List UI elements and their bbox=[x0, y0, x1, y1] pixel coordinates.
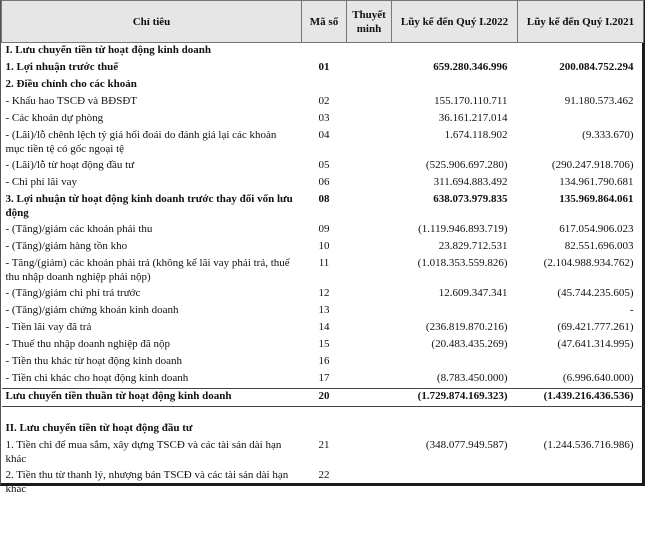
row-value-2022: (8.783.450.000) bbox=[436, 372, 508, 384]
row-code: 11 bbox=[318, 257, 330, 269]
row-value-2022: (348.077.949.587) bbox=[425, 439, 508, 451]
row-value-2022 bbox=[392, 303, 518, 320]
row-value-2022 bbox=[392, 354, 518, 371]
row-value-2021: (1.439.216.436.536) bbox=[518, 389, 644, 407]
row-note bbox=[347, 286, 392, 303]
row-note bbox=[347, 222, 392, 239]
row-note bbox=[347, 256, 392, 286]
cash-flow-table bbox=[1, 0, 644, 498]
row-label: - Khấu hao TSCĐ và BĐSĐT bbox=[5, 95, 137, 107]
table-row bbox=[2, 256, 644, 286]
row-label: II. Lưu chuyển tiền từ hoạt động đầu tư bbox=[5, 422, 193, 434]
row-code: 12 bbox=[318, 287, 330, 299]
row-label: - (Tăng)/giảm chi phí trả trước bbox=[5, 287, 141, 299]
table-row bbox=[2, 128, 644, 158]
row-label: - (Tăng)/giảm chứng khoán kinh doanh bbox=[5, 304, 179, 316]
row-code: 09 bbox=[318, 223, 330, 235]
row-value-2021: (1.244.536.716.986) bbox=[543, 439, 634, 451]
row-value-2021: (6.996.640.000) bbox=[562, 372, 634, 384]
header-note: Thuyết minh bbox=[347, 1, 392, 43]
row-note bbox=[347, 337, 392, 354]
row-code: 10 bbox=[318, 240, 330, 252]
operating-activities bbox=[2, 43, 644, 407]
header-2022: Lũy kế đến Quý I.2022 bbox=[392, 1, 518, 43]
table-row bbox=[2, 158, 644, 175]
table-row bbox=[2, 222, 644, 239]
row-label: 2. Điều chỉnh cho các khoản bbox=[5, 78, 137, 90]
row-note bbox=[347, 303, 392, 320]
row-code: 06 bbox=[318, 176, 330, 188]
row-label: - (Tăng)/giảm các khoản phải thu bbox=[5, 223, 153, 235]
row-value-2022: 638.073.979.835 bbox=[433, 193, 508, 205]
row-label: - Các khoản dự phòng bbox=[5, 112, 104, 124]
row-note bbox=[347, 192, 392, 222]
table-row bbox=[2, 421, 644, 438]
row-code: 22 bbox=[318, 469, 330, 481]
table-row bbox=[2, 239, 644, 256]
row-note bbox=[347, 239, 392, 256]
header-item: Chỉ tiêu bbox=[2, 1, 302, 43]
row-note bbox=[347, 320, 392, 337]
row-value-2021 bbox=[518, 468, 644, 498]
row-value-2021 bbox=[518, 77, 644, 94]
row-label: Lưu chuyển tiền thuần từ hoạt động kinh doanh bbox=[2, 389, 302, 407]
table-row bbox=[2, 337, 644, 354]
spacer bbox=[2, 407, 644, 422]
row-value-2022: 1.674.118.902 bbox=[444, 129, 508, 141]
row-value-2022: 36.161.217.014 bbox=[438, 112, 508, 124]
row-code bbox=[302, 43, 347, 61]
header-code: Mã số bbox=[302, 1, 347, 43]
table-row bbox=[2, 354, 644, 371]
table-row bbox=[2, 43, 644, 61]
row-code: 02 bbox=[318, 95, 330, 107]
table-header-row bbox=[2, 1, 644, 43]
row-value-2021: 134.961.790.681 bbox=[559, 176, 634, 188]
row-value-2022: (525.906.697.280) bbox=[425, 159, 508, 171]
row-label: 1. Tiền chi để mua sắm, xây dựng TSCĐ và các tài sản dài hạn khác bbox=[5, 439, 282, 465]
row-value-2021: (290.247.918.706) bbox=[551, 159, 634, 171]
row-note bbox=[347, 354, 392, 371]
row-value-2021: 617.054.906.023 bbox=[559, 223, 634, 235]
row-label: - Chi phí lãi vay bbox=[5, 176, 77, 188]
row-value-2021: (45.744.235.605) bbox=[557, 287, 634, 299]
row-value-2021: 200.084.752.294 bbox=[559, 61, 634, 73]
row-value-2021: 82.551.696.003 bbox=[564, 240, 634, 252]
table-row bbox=[2, 371, 644, 389]
row-note bbox=[347, 77, 392, 94]
row-code: 08 bbox=[318, 193, 330, 205]
row-code: 16 bbox=[318, 355, 330, 367]
table-row bbox=[2, 175, 644, 192]
row-value-2021: (47.641.314.995) bbox=[557, 338, 634, 350]
row-note bbox=[347, 371, 392, 389]
row-label: 2. Tiền thu từ thanh lý, nhượng bán TSCĐ và các tài sản dài hạn khác bbox=[5, 469, 289, 495]
row-value-2022: 659.280.346.996 bbox=[433, 61, 508, 73]
table-row bbox=[2, 77, 644, 94]
row-note bbox=[347, 158, 392, 175]
row-note bbox=[347, 421, 392, 438]
row-note bbox=[347, 128, 392, 158]
table-row bbox=[2, 389, 644, 407]
row-code bbox=[302, 77, 347, 94]
row-value-2021: 91.180.573.462 bbox=[564, 95, 634, 107]
row-value-2022: 12.609.347.341 bbox=[438, 287, 508, 299]
table-row bbox=[2, 60, 644, 77]
row-label: - (Tăng)/giảm hàng tồn kho bbox=[5, 240, 128, 252]
row-code: 13 bbox=[318, 304, 330, 316]
table-row bbox=[2, 320, 644, 337]
row-value-2021 bbox=[518, 43, 644, 61]
row-note bbox=[347, 43, 392, 61]
investing-activities bbox=[2, 421, 644, 498]
row-value-2022 bbox=[392, 468, 518, 498]
row-code: 20 bbox=[302, 389, 347, 407]
table-row bbox=[2, 111, 644, 128]
row-value-2022: (20.483.435.269) bbox=[431, 338, 508, 350]
row-label: - (Lãi)/lỗ chênh lệch tỷ giá hối đoái do đánh giá lại các khoản mục tiền tệ có gốc ngoại tệ bbox=[5, 129, 277, 155]
row-note bbox=[347, 94, 392, 111]
row-value-2021 bbox=[518, 421, 644, 438]
row-value-2021 bbox=[518, 354, 644, 371]
row-label: 1. Lợi nhuận trước thuế bbox=[5, 61, 119, 73]
row-note bbox=[347, 175, 392, 192]
row-code: 03 bbox=[318, 112, 330, 124]
row-value-2022 bbox=[392, 421, 518, 438]
row-code: 21 bbox=[318, 439, 330, 451]
row-value-2022: (1.119.946.893.719) bbox=[418, 223, 508, 235]
row-code: 15 bbox=[318, 338, 330, 350]
row-value-2022: (1.729.874.169.323) bbox=[392, 389, 518, 407]
row-code: 01 bbox=[318, 61, 330, 73]
row-label: - Tiền thu khác từ hoạt động kinh doanh bbox=[5, 355, 182, 367]
row-label: - Tiền chi khác cho hoạt động kinh doanh bbox=[5, 372, 189, 384]
row-label: - (Lãi)/lỗ từ hoạt động đầu tư bbox=[5, 159, 135, 171]
row-value-2021: (69.421.777.261) bbox=[557, 321, 634, 333]
table-row bbox=[2, 438, 644, 468]
row-label: I. Lưu chuyển tiền từ hoạt động kinh doanh bbox=[5, 44, 211, 56]
row-value-2022: (1.018.353.559.826) bbox=[417, 257, 508, 269]
table-row bbox=[2, 303, 644, 320]
row-value-2022: 311.694.883.492 bbox=[433, 176, 508, 188]
row-code: 14 bbox=[318, 321, 330, 333]
row-code: 05 bbox=[318, 159, 330, 171]
row-label: - Tiền lãi vay đã trả bbox=[5, 321, 92, 333]
table-row bbox=[2, 286, 644, 303]
row-value-2022: 23.829.712.531 bbox=[438, 240, 508, 252]
header-2021: Lũy kế đến Quý I.2021 bbox=[518, 1, 644, 43]
row-label: - Thuế thu nhập doanh nghiệp đã nộp bbox=[5, 338, 170, 350]
row-note bbox=[347, 468, 392, 498]
row-note bbox=[347, 60, 392, 77]
row-value-2022: (236.819.870.216) bbox=[425, 321, 508, 333]
row-value-2022: 155.170.110.711 bbox=[434, 95, 508, 107]
row-value-2021 bbox=[518, 111, 644, 128]
row-value-2022 bbox=[392, 43, 518, 61]
row-label: - Tăng/(giảm) các khoản phải trả (không kể lãi vay phải trả, thuế thu nhập doanh nghiệp phải nộp) bbox=[5, 257, 290, 283]
table-row bbox=[2, 94, 644, 111]
row-code bbox=[302, 421, 347, 438]
row-code: 04 bbox=[318, 129, 330, 141]
table-row bbox=[2, 192, 644, 222]
row-note bbox=[347, 111, 392, 128]
row-note bbox=[347, 438, 392, 468]
row-note bbox=[347, 389, 392, 407]
row-label: 3. Lợi nhuận từ hoạt động kinh doanh trước thay đổi vốn lưu động bbox=[5, 193, 293, 219]
row-value-2021: (9.333.670) bbox=[582, 129, 634, 141]
row-value-2021: - bbox=[629, 304, 634, 316]
row-code: 17 bbox=[318, 372, 330, 384]
row-value-2022 bbox=[392, 77, 518, 94]
table-row bbox=[2, 468, 644, 498]
row-value-2021: (2.104.988.934.762) bbox=[543, 257, 634, 269]
row-value-2021: 135.969.864.061 bbox=[559, 193, 634, 205]
